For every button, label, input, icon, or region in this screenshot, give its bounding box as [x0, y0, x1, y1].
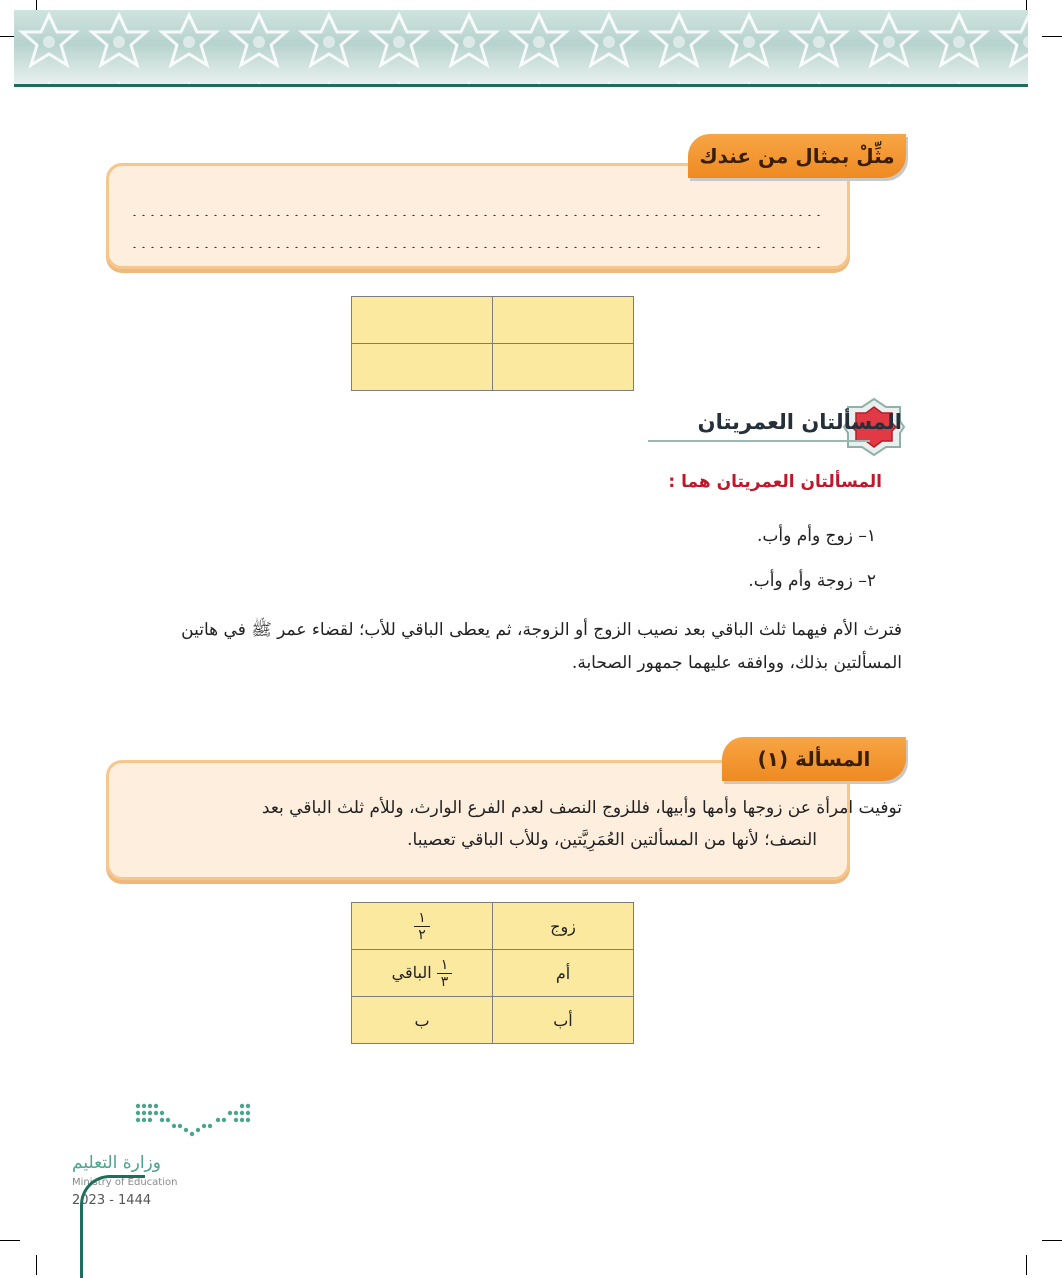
- empty-cell[interactable]: [352, 344, 493, 391]
- page-arch-decoration: [80, 1175, 145, 1278]
- inheritance-table: [351, 902, 634, 1044]
- heir-cell: أم: [493, 950, 634, 997]
- list-item-2: ٢– زوجة وأم وأب.: [748, 571, 876, 591]
- explanation-line-1: فترث الأم فيهما ثلث الباقي بعد نصيب الزوج أو الزوجة، ثم يعطى الباقي للأب؛ لقضاء عمر ﷺ في هاتين: [181, 620, 902, 640]
- example-box: [106, 163, 850, 269]
- empty-answer-table: [351, 296, 634, 391]
- fraction-denominator: ٣: [440, 973, 449, 990]
- intro-heading: المسألتان العمريتان هما :: [668, 472, 882, 492]
- answer-line-2[interactable]: [130, 246, 820, 248]
- list-item-1: ١– زوج وأم وأب.: [756, 526, 876, 546]
- empty-cell[interactable]: [493, 297, 634, 344]
- share-suffix: الباقي: [391, 962, 432, 982]
- share-cell: [352, 950, 493, 997]
- problem-line-2: النصف؛ لأنها من المسألتين العُمَرِيَّتين، وللأب الباقي تعصيبا.: [407, 830, 817, 850]
- share-cell: ب: [352, 997, 493, 1044]
- table-row: [352, 950, 634, 997]
- header-pattern: [14, 10, 1028, 85]
- fraction-denominator: ٢: [418, 926, 426, 943]
- share-cell: [352, 903, 493, 950]
- edition-year: 2023 - 1444: [72, 1193, 152, 1208]
- ministry-name-ar: وزارة التعليم: [72, 1153, 161, 1173]
- fraction: [414, 910, 430, 943]
- section-title: المسألتان العمريتان: [697, 410, 902, 434]
- empty-cell[interactable]: [352, 297, 493, 344]
- fraction-numerator: ١: [437, 957, 453, 974]
- empty-cell[interactable]: [493, 344, 634, 391]
- example-tag: [688, 134, 906, 178]
- fraction: [437, 957, 453, 990]
- section-title-underline: [648, 440, 870, 442]
- ministry-logo: [134, 1100, 252, 1146]
- islamic-star-pattern: [14, 10, 1028, 85]
- problem-tag-label: المسألة (١): [757, 747, 871, 771]
- fraction-numerator: ١: [414, 910, 430, 927]
- header-rule: [14, 84, 1028, 87]
- problem-tag: [722, 737, 906, 781]
- answer-line-1[interactable]: [130, 214, 820, 216]
- ministry-dots-icon: [134, 1100, 252, 1142]
- heir-cell: زوج: [493, 903, 634, 950]
- table-row: [352, 997, 634, 1044]
- example-tag-label: مثِّلْ بمثال من عندك: [699, 144, 895, 168]
- table-row: [352, 903, 634, 950]
- explanation-line-2: المسألتين بذلك، ووافقه عليهما جمهور الصحابة.: [571, 653, 902, 673]
- ministry-name-en: Ministry of Education: [72, 1177, 178, 1188]
- problem-line-1: توفيت امرأة عن زوجها وأمها وأبيها، فللزوج النصف لعدم الفرع الوارث، وللأم ثلث الباقي بعد: [261, 798, 902, 818]
- heir-cell: أب: [493, 997, 634, 1044]
